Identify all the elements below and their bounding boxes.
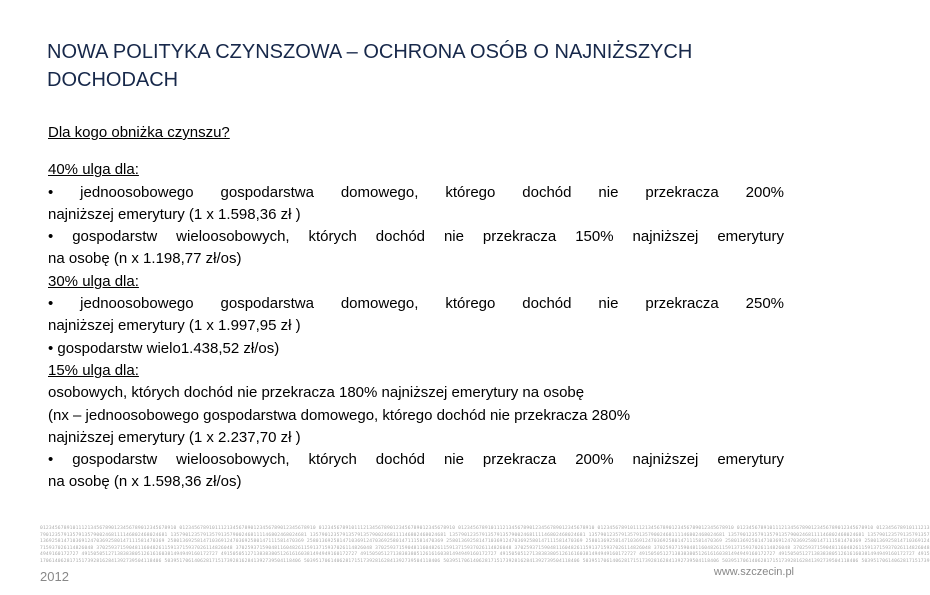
page-title: NOWA POLITYKA CZYNSZOWA – OCHRONA OSÓB O NAJNIŻSZYCH DOCHODACH [47, 41, 693, 91]
section-question: Dla kogo obniżka czynszu? [48, 124, 230, 141]
spacer [48, 144, 784, 159]
section-heading: 30% ulga dla: [48, 272, 139, 290]
body-line: na osobę (n x 1.198,77 zł/os) [48, 250, 242, 268]
section-heading: 15% ulga dla: [48, 361, 139, 379]
body-line: • gospodarstw wieloosobowych, których dochód nie przekracza 200% najniższej emerytury [48, 451, 784, 469]
body-line: osobowych, których dochód nie przekracza 180% najniższej emerytury na osobę [48, 384, 585, 402]
slide-body [48, 122, 784, 494]
body-line: • gospodarstw wieloosobowych, których dochód nie przekracza 150% najniższej emerytury [48, 228, 784, 246]
body-line: najniższej emerytury (1 x 2.237,70 zł ) [48, 428, 301, 446]
body-line: (nx – jednoosobowego gospodarstwa domowego, którego dochód nie przekracza 280% [48, 406, 631, 424]
body-lines [48, 159, 784, 493]
footer-url: www.szczecin.pl [713, 566, 794, 578]
body-line: na osobę (n x 1.598,36 zł/os) [48, 473, 242, 491]
body-line: • jednoosobowego gospodarstwa domowego, którego dochód nie przekracza 200% [48, 183, 784, 201]
section-heading: 40% ulga dla: [48, 161, 139, 179]
body-line: • jednoosobowego gospodarstwa domowego, którego dochód nie przekracza 250% [48, 295, 784, 313]
footer-year: 2012 [40, 569, 69, 584]
decorative-digit-pattern: 0123456789101112134567890123456789012345678910 0123456789101112134567890123456789012345678910 0123456789101112134567890123456789012345678910 0123456789101112134567890123456789012345678910 0123456789101112134567890123456789012345678910 0123456789101112134567890123456789012345678910 012345678910111213 7901235791357913579002468111146802468024681 1357901235791357913579002468111146802468024681 1357901235791357913579002468111146802468024681 1357901235791357913579002468111146802468024681 1357901235791357913579002468111146802468024681 1357901235791357913579002468111146802468024681 135790123579135791357 136925814710369124703692580147111581470369 2580136925814710369124703692580147111581470369 2580136925814710369124703692580147111581470369 2580136925814710369124703692580147111581470369 2580136925814710369124703692580147111581470369 2580136925814710369124703692580147111581470369 2580136925814710369124 715937026114826048 3702593715904811604826115913715937026114826048 3702593715904811604826115913715937026114826048 3702593715904811604826115913715937026114826048 3702593715904811604826115913715937026114826048 3702593715904811604826115913715937026114826048 3702593715904811604826115913715937026114826048 4949160172727 4915050512713838380512616160381494949160172727 4915050512713838380512616160381494949160172727 4915050512713838380512616160381494949160172727 4915050512713838380512616160381494949160172727 4915050512713838380512616160381494949160172727 4915050512713838380512616160381494949160172727 4915 17061406281715173928162841392739504118406 5039517061406281715173928162841392739504118406 5039517061406281715173928162841392739504118406 5039517061406281715173928162841392739504118406 5039517061406281715173928162841392739504118406 5039517061406281715173928162841392739504118406 50395170614062817151739 [40, 526, 930, 564]
body-line: najniższej emerytury (1 x 1.598,36 zł ) [48, 205, 301, 223]
body-line: najniższej emerytury (1 x 1.997,95 zł ) [48, 317, 301, 335]
body-line: • gospodarstw wielo1.438,52 zł/os) [48, 339, 280, 357]
